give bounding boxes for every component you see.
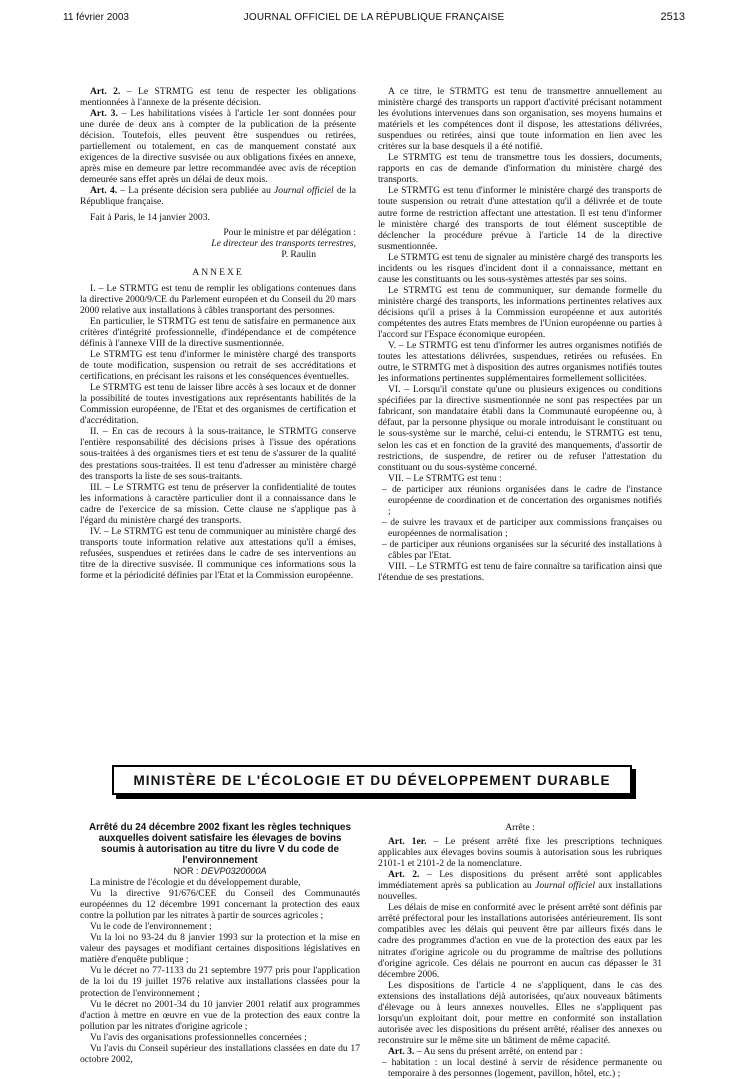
fait-a-paris: Fait à Paris, le 14 janvier 2003. bbox=[90, 211, 210, 223]
list-item: – de suivre les travaux et de participer aux commissions françaises ou européennes de normalisation ; bbox=[382, 516, 662, 539]
list-item: – habitation : un local destiné à servir de résidence permanente ou temporaire à des personnes (logement, pavillon, hôtel, etc.) ; bbox=[382, 1056, 662, 1079]
visa: Vu le décret no 2001-34 du 10 janvier 2001 relatif aux programmes d'action à mettre en œuvre en vue de la protection des eaux contre la pollution par les nitrates d'origine agricole ; bbox=[80, 998, 360, 1032]
signature-directeur: Le directeur des transports terrestres, bbox=[211, 237, 356, 249]
nor-reference: NOR : DEVP0320000A bbox=[173, 866, 267, 876]
annexe-paragraph: V. – Le STRMTG est tenu d'informer les autres organismes notifiés de toutes les attestations délivrées, suspendues, retirées ou refusées. En outre, le STRMTG met à disposition des autres organismes notifiés toutes les informations pertinentes supplémentaires formellement sollicitées. bbox=[378, 340, 662, 385]
arrete-left-column bbox=[80, 822, 360, 1065]
arrete-paragraph: Les dispositions de l'article 4 ne s'appliquent, dans le cas des extensions des installations déjà autorisées, qu'aux nouveaux bâtiments d'élevage ou à leurs annexes nouvelles. Elles ne s'appliquent pas lorsqu'un exploitant doit, pour mettre en conformité son installation autorisée avec les dispositions du présent arrêté, réaliser des annexes ou reconstruire sur le même site un bâtiment de même capacité. bbox=[378, 979, 662, 1046]
visa: Vu la directive 91/676/CEE du Conseil des Communautés européennes du 12 décembre 1991 concernant la protection des eaux contre la pollution par les nitrates à partir de sources agricoles ; bbox=[80, 888, 360, 922]
header-date: 11 février 2003 bbox=[63, 12, 129, 23]
annexe-paragraph: II. – En cas de recours à la sous-traitance, le STRMTG conserve l'entière responsabilité des décisions prises à l'issue des opérations sous-traitées à des organismes tiers et est tenu de s'assurer de la qualité des prestations sous-traitées. Il est tenu d'adresser au ministère chargé des transports la liste de ses sous-traitants. bbox=[80, 426, 356, 482]
annexe-paragraph: En particulier, le STRMTG est tenu de satisfaire en permanence aux critères d'intégrité professionnelle, d'indépendance et de compétence définis à l'annexe VIII de la directive susmentionnée. bbox=[80, 315, 356, 349]
annexe-title: ANNEXE bbox=[192, 266, 244, 278]
page-header bbox=[63, 9, 685, 25]
visa: Vu l'avis des organisations professionnelles concernées ; bbox=[90, 1031, 307, 1043]
article-2: Art. 2. – Le STRMTG est tenu de respecter les obligations mentionnées à l'annexe de la présente décision. bbox=[80, 86, 357, 109]
header-page-number: 2513 bbox=[660, 11, 685, 23]
visa: Vu la loi no 93-24 du 8 janvier 1993 sur la protection et la mise en valeur des paysages et modifiant certaines dispositions législatives en matière d'enquête publique ; bbox=[80, 932, 360, 966]
visa: La ministre de l'écologie et du développement durable, bbox=[90, 877, 301, 889]
annexe-paragraph: Le STRMTG est tenu de signaler au ministère chargé des transports les incidents ou les risques d'incident dont il a connaissance, mettant en cause les constituants ou les sous-systèmes attestés par ses soins. bbox=[378, 251, 662, 285]
signature-pour: Pour le ministre et par délégation : bbox=[223, 226, 356, 238]
list-item: – de participer aux réunions organisées dans le cadre de l'instance européenne de coordination et de concertation des organismes notifiés ; bbox=[382, 483, 662, 517]
arrete-paragraph: Les délais de mise en conformité avec le présent arrêté sont définis par arrêté préfectoral pour les installations autorisées antérieurement. Ils sont compatibles avec les délais qui peuvent être par ailleurs fixés dans le cadre des programmes d'action en vue de la protection des eaux par les nitrates d'origine agricole ou du programme de maîtrise des pollutions d'origine agricole. Ces délais ne pourront en aucun cas dépasser le 31 décembre 2006. bbox=[378, 902, 662, 980]
annexe-paragraph: VI. – Lorsqu'il constate qu'une ou plusieurs exigences ou conditions spécifiées par la directive susmentionnée ne sont pas respectées par un fabricant, son mandataire établi dans la Communauté européenne ou, à défaut, par la personne physique ou morale introduisant le constituant ou le sous-système sur le marché, celui-ci entendu, le STRMTG est tenu, selon les cas et en fonction de la gravité des manquements, d'assortir de restrictions, de suspendre, de retirer ou de refuser l'attestation du constituant ou du sous-système concerné. bbox=[378, 384, 662, 473]
signature-name: P. Raulin bbox=[281, 248, 316, 260]
header-journal-title: JOURNAL OFFICIEL DE LA RÉPUBLIQUE FRANÇAISE bbox=[243, 12, 505, 23]
annexe-paragraph: Le STRMTG est tenu de communiquer, sur demande formelle du ministère chargé des transports, les informations pertinentes relatives aux décisions qu'il a prises à la Commission européenne et aux autorités compétentes des autres Etats membres de l'Union européenne ou parties à l'accord sur l'Espace économique européen. bbox=[378, 284, 662, 341]
annexe-paragraph: Le STRMTG est tenu de transmettre tous les dossiers, documents, rapports en cas de demande d'information du ministère chargé des transports. bbox=[378, 152, 662, 186]
right-column bbox=[378, 86, 662, 583]
visa: Vu le décret no 77-1133 du 21 septembre 1977 pris pour l'application de la loi du 19 juillet 1976 relative aux installations classées pour la protection de l'environnement ; bbox=[80, 965, 360, 999]
arrete-right-column bbox=[378, 822, 662, 1079]
annexe-paragraph: I. – Le STRMTG est tenu de remplir les obligations contenues dans la directive 2000/9/CE du Parlement européen et du Conseil du 20 mars 2000 relative aux installations à câbles transportant des personnes. bbox=[80, 282, 356, 316]
visa: Vu le code de l'environnement ; bbox=[90, 921, 212, 933]
visa: Vu l'avis du Conseil supérieur des installations classées en date du 17 octobre 2002, bbox=[80, 1042, 360, 1065]
annexe-paragraph: VII. – Le STRMTG est tenu : bbox=[388, 472, 502, 484]
annexe-paragraph: VIII. – Le STRMTG est tenu de faire connaître sa tarification ainsi que l'étendue de ses prestations. bbox=[378, 561, 662, 584]
annexe-paragraph: IV. – Le STRMTG est tenu de communiquer au ministère chargé des transports toute information relative aux attestations qu'il a émises, refusées, suspendues et retirées dans le cadre de ses interventions au titre de la directive susvisée. Il communique ces informations sous la forme et la périodicité définies par l'Etat et la Commission européenne. bbox=[80, 525, 356, 581]
ministry-banner: MINISTÈRE DE L'ÉCOLOGIE ET DU DÉVELOPPEMENT DURABLE bbox=[112, 765, 632, 795]
article-3: Art. 3. – Les habilitations visées à l'article 1er sont données pour une durée de deux ans à compter de la publication de la présente décision. Toutefois, elles peuvent être suspendues ou retirées, partiellement ou totalement, en cas de manquement constaté aux exigences de la directive susvisée ou aux obligations fixées en annexe, après mise en demeure par lettre recommandée avec avis de réception demeurée sans effet après un délai de deux mois. bbox=[80, 108, 356, 186]
arrete-article-3: Art. 3. – Au sens du présent arrêté, on entend par : bbox=[388, 1045, 583, 1057]
list-item: – de participer aux réunions organisées sur la sécurité des installations à câbles par l'Etat. bbox=[382, 538, 662, 561]
arrete-title: Arrêté du 24 décembre 2002 fixant les règles techniques auxquelles doivent satisfaire les élevages de bovins soumis à autorisation au titre du livre V du code de l'environnement bbox=[89, 822, 351, 866]
arrete-article-1: Art. 1er. – Le présent arrêté fixe les prescriptions techniques applicables aux élevages bovins soumis à autorisation sous les rubriques 2101-1 et 2101-2 de la nomenclature. bbox=[378, 836, 662, 870]
annexe-paragraph: Le STRMTG est tenu d'informer le ministère chargé des transports de toute suspension ou retrait d'une attestation qu'il a délivrée et de toute autre forme de restriction affectant une attestation. Il est tenu d'informer le ministère chargé des transports de tout élément susceptible de déclencher la procédure prévue à l'article 14 de la directive susmentionnée. bbox=[378, 185, 662, 252]
arrete-label: Arrête : bbox=[505, 822, 535, 833]
annexe-paragraph: III. – Le STRMTG est tenu de préserver la confidentialité de toutes les informations à caractère particulier dont il a connaissance dans le cadre de l'exercice de sa mission. Cette clause ne s'applique pas à l'égard du ministère chargé des transports. bbox=[80, 481, 356, 526]
annexe-paragraph: Le STRMTG est tenu de laisser libre accès à ses locaux et de donner la possibilité de toutes investigations aux représentants habilités de la Commission européenne, de l'Etat et des organismes de certification et d'accréditation. bbox=[80, 382, 356, 427]
annexe-paragraph: A ce titre, le STRMTG est tenu de transmettre annuellement au ministère chargé des transports un rapport d'activité précisant notamment les évolutions intervenues dans son organisation, ses moyens humains et matériels et les compétences dont il dispose, les attestations délivrées, suspendues ou retirées, ainsi que toute information en lien avec les critères sur la base desquels il a été notifié. bbox=[378, 86, 662, 153]
left-column bbox=[80, 86, 356, 581]
article-4: Art. 4. – La présente décision sera publiée au Journal officiel de la République française. bbox=[80, 185, 356, 208]
annexe-paragraph: Le STRMTG est tenu d'informer le ministère chargé des transports de toute modification, suspension ou retrait de ses accréditations et certifications, en précisant les raisons et les conséquences éventuelles. bbox=[80, 349, 356, 383]
arrete-article-2: Art. 2. – Les dispositions du présent arrêté sont applicables immédiatement après sa publication au Journal officiel aux installations nouvelles. bbox=[378, 869, 663, 903]
